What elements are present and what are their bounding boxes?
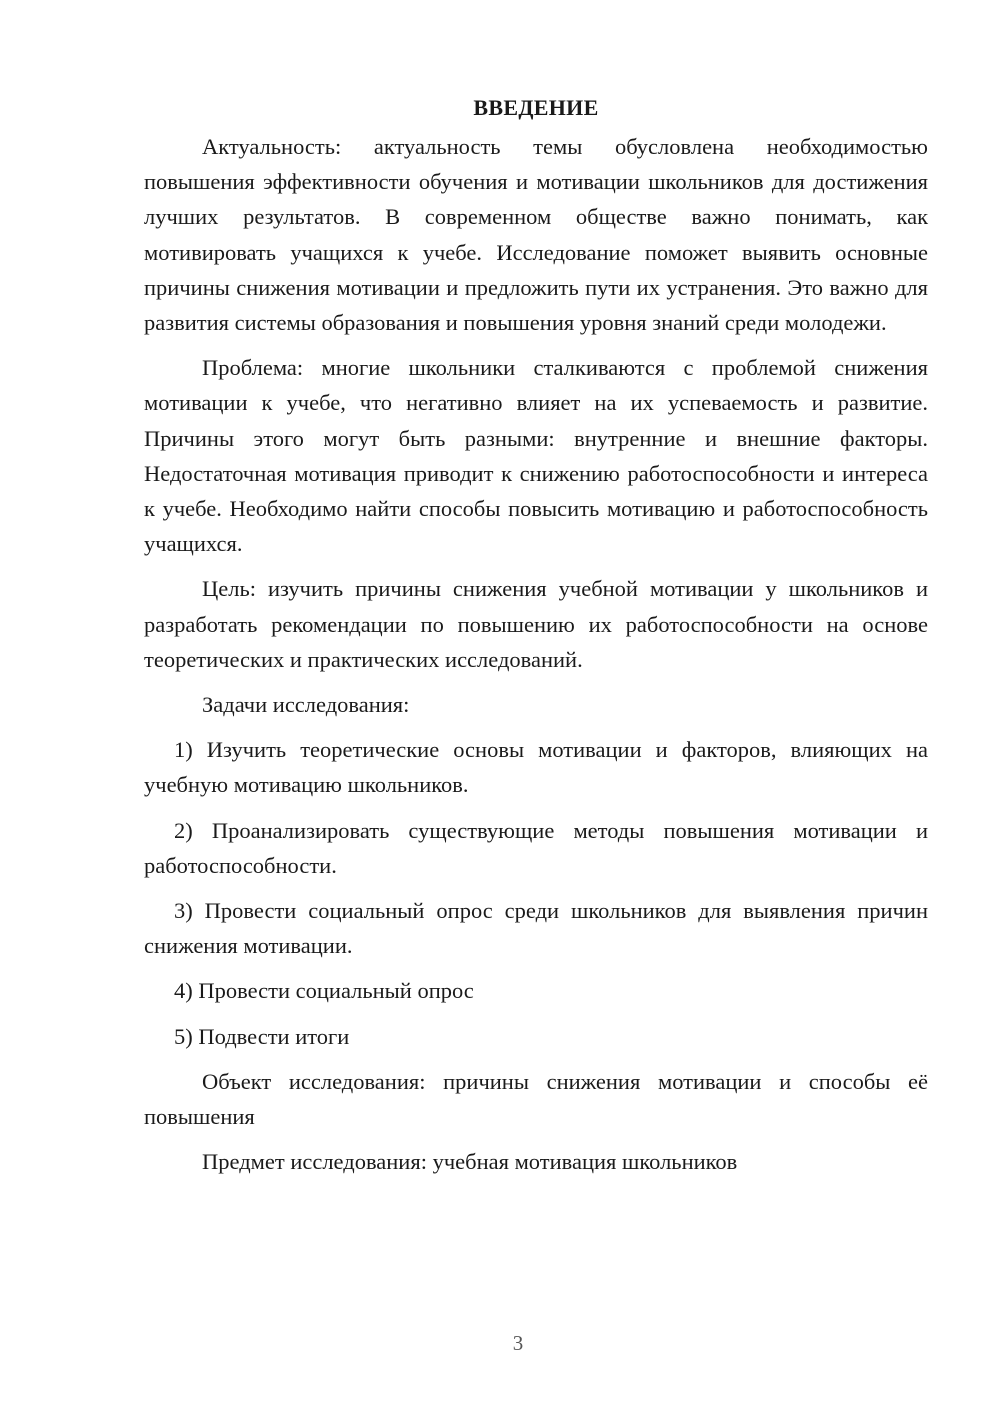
list-item: 4) Провести социальный опрос	[174, 978, 474, 1004]
list-item: 3) Провести социальный опрос среди школьников для выявления причин снижения мотивации.	[144, 898, 928, 959]
list-item: 1) Изучить теоретические основы мотивации и факторов, влияющих на учебную мотивацию школьников.	[144, 737, 928, 798]
list-item: 2) Проанализировать существующие методы повышения мотивации и работоспособности.	[144, 817, 928, 878]
document-page	[144, 90, 928, 1189]
page-number: 3	[512, 1331, 524, 1355]
list-item: 5) Подвести итоги	[174, 1023, 350, 1049]
tasks-list	[144, 732, 928, 1054]
section-title: ВВЕДЕНИЕ	[473, 95, 599, 120]
paragraph-relevance: Актуальность: актуальность темы обусловлена необходимостью повышения эффективности обучения и мотивации школьников для достижения лучших результатов. В современном обществе важно понимать, как мотивировать учащихся к учебе. Исследование поможет выявить основные причины снижения мотивации и предложить пути их устранения. Это важно для развития системы образования и повышения уровня знаний среди молодежи.	[144, 134, 928, 336]
paragraph-goal: Цель: изучить причины снижения учебной мотивации у школьников и разработать рекомендации по повышению их работоспособности на основе теоретических и практических исследований.	[144, 576, 928, 672]
paragraph-problem: Проблема: многие школьники сталкиваются с проблемой снижения мотивации к учебе, что негативно влияет на их успеваемость и развитие. Причины этого могут быть разными: внутренние и внешние факторы. Недостаточная мотивация приводит к снижению работоспособности и интереса к учебе. Необходимо найти способы повысить мотивацию и работоспособность учащихся.	[144, 355, 928, 557]
paragraph-subject: Предмет исследования: учебная мотивация школьников	[202, 1149, 738, 1175]
paragraph-tasks-heading: Задачи исследования:	[202, 692, 410, 718]
paragraph-object: Объект исследования: причины снижения мотивации и способы её повышения	[144, 1068, 928, 1130]
